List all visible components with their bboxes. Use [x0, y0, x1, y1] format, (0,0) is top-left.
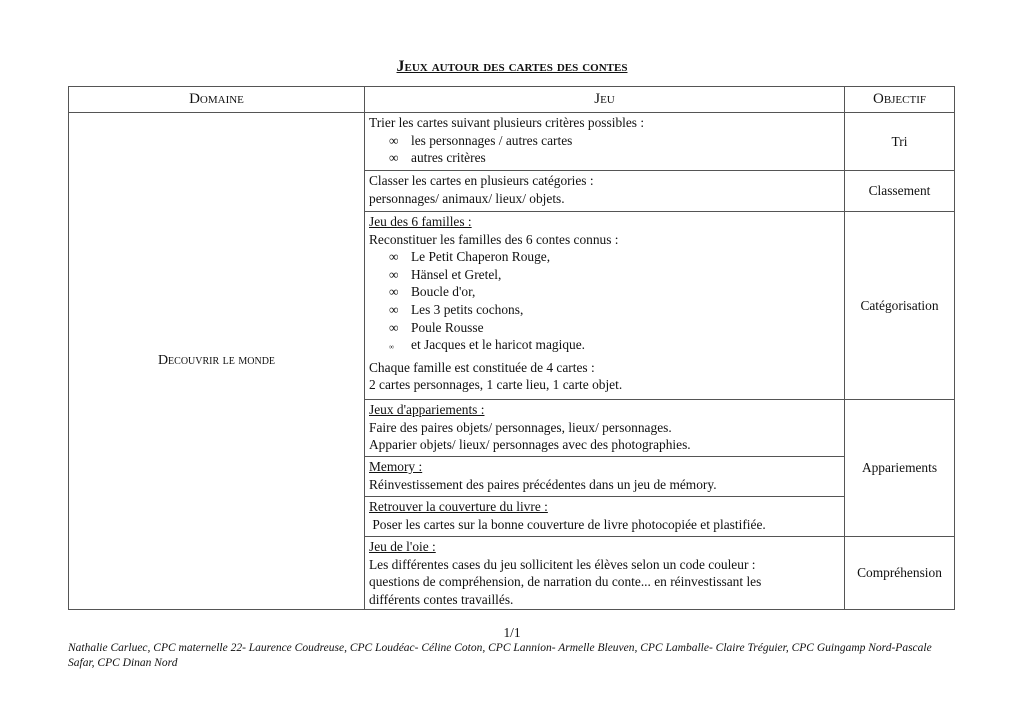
jeu-cell-oie	[365, 537, 845, 610]
list-item: ∞ les personnages / autres cartes	[389, 132, 573, 148]
header-domaine: Domaine	[69, 87, 365, 113]
document-title: Jeux autour des cartes des contes	[396, 58, 628, 75]
list-item: ∞ Hänsel et Gretel,	[389, 266, 502, 282]
appariements-line: Faire des paires objets/ personnages, lieux/ personnages.	[369, 419, 672, 435]
page-number: 1/1	[503, 625, 521, 640]
appariements-heading: Jeux d'appariements :	[369, 402, 485, 417]
list-item: ∞ Le Petit Chaperon Rouge,	[389, 249, 551, 265]
couverture-heading: Retrouver la couverture du livre :	[369, 499, 548, 514]
header-jeu: Jeu	[365, 87, 845, 113]
infinity-bullet-icon: ∞	[389, 150, 399, 166]
objectif-comprehension: Compréhension	[845, 537, 955, 610]
objectif-classement: Classement	[845, 171, 955, 212]
infinity-bullet-icon: ∞	[389, 301, 399, 317]
list-item: ∞ Boucle d'or,	[389, 284, 476, 300]
familles-note: Chaque famille est constituée de 4 cartes :	[369, 359, 595, 375]
infinity-bullet-icon: ∞	[389, 319, 399, 335]
table-header-row	[69, 87, 955, 113]
tri-list	[369, 132, 840, 167]
objectif-categorisation: Catégorisation	[845, 212, 955, 400]
tri-intro: Trier les cartes suivant plusieurs critères possibles :	[369, 115, 645, 130]
oie-heading: Jeu de l'oie :	[369, 539, 436, 554]
jeu-cell-tri	[365, 113, 845, 171]
objectif-tri: Tri	[845, 113, 955, 171]
objectif-appariements: Appariements	[845, 400, 955, 537]
table-row	[69, 113, 955, 171]
oie-line: Les différentes cases du jeu sollicitent les élèves selon un code couleur :	[369, 556, 756, 572]
oie-line: questions de compréhension, de narration du conte... en réinvestissant les	[369, 574, 762, 590]
classement-line: Classer les cartes en plusieurs catégories :	[369, 173, 594, 188]
infinity-bullet-icon: ∞	[389, 343, 394, 352]
oie-line: différents contes travaillés.	[369, 591, 514, 607]
appariements-line: Apparier objets/ lieux/ personnages avec des photographies.	[369, 437, 691, 453]
header-objectif: Objectif	[845, 87, 955, 113]
familles-note: 2 cartes personnages, 1 carte lieu, 1 carte objet.	[369, 377, 623, 393]
jeu-cell-couverture	[365, 497, 845, 537]
jeu-cell-memory	[365, 457, 845, 497]
memory-heading: Memory :	[369, 459, 423, 474]
memory-line: Réinvestissement des paires précédentes dans un jeu de mémory.	[369, 476, 717, 492]
familles-intro: Reconstituer les familles des 6 contes connus :	[369, 231, 619, 247]
jeu-cell-familles	[365, 212, 845, 400]
infinity-bullet-icon: ∞	[389, 284, 399, 300]
jeu-cell-classement	[365, 171, 845, 212]
infinity-bullet-icon: ∞	[389, 249, 399, 265]
jeu-cell-appariements	[365, 400, 845, 457]
list-item: ∞ Les 3 petits cochons,	[389, 301, 524, 317]
couverture-line: Poser les cartes sur la bonne couverture de livre photocopiée et plastifiée.	[369, 516, 766, 532]
domaine-cell: Decouvrir le monde	[69, 113, 365, 610]
familles-heading: Jeu des 6 familles :	[369, 214, 472, 229]
list-item: ∞ autres critères	[389, 150, 486, 166]
credits-footer: Nathalie Carluec, CPC maternelle 22- Laurence Coudreuse, CPC Loudéac- Céline Coton, CPC Lannion- Armelle Bleuven, CPC Lamballe- Claire Tréguier, CPC Guingamp Nord-Pascale Safar, CPC Dinan Nord	[68, 642, 932, 669]
familles-list	[369, 248, 840, 354]
classement-line: personnages/ animaux/ lieux/ objets.	[369, 190, 565, 206]
list-item: ∞ et Jacques et le haricot magique.	[389, 336, 840, 354]
games-table	[68, 86, 955, 610]
infinity-bullet-icon: ∞	[389, 266, 399, 282]
infinity-bullet-icon: ∞	[389, 132, 399, 148]
list-item: ∞ Poule Rousse	[389, 319, 484, 335]
